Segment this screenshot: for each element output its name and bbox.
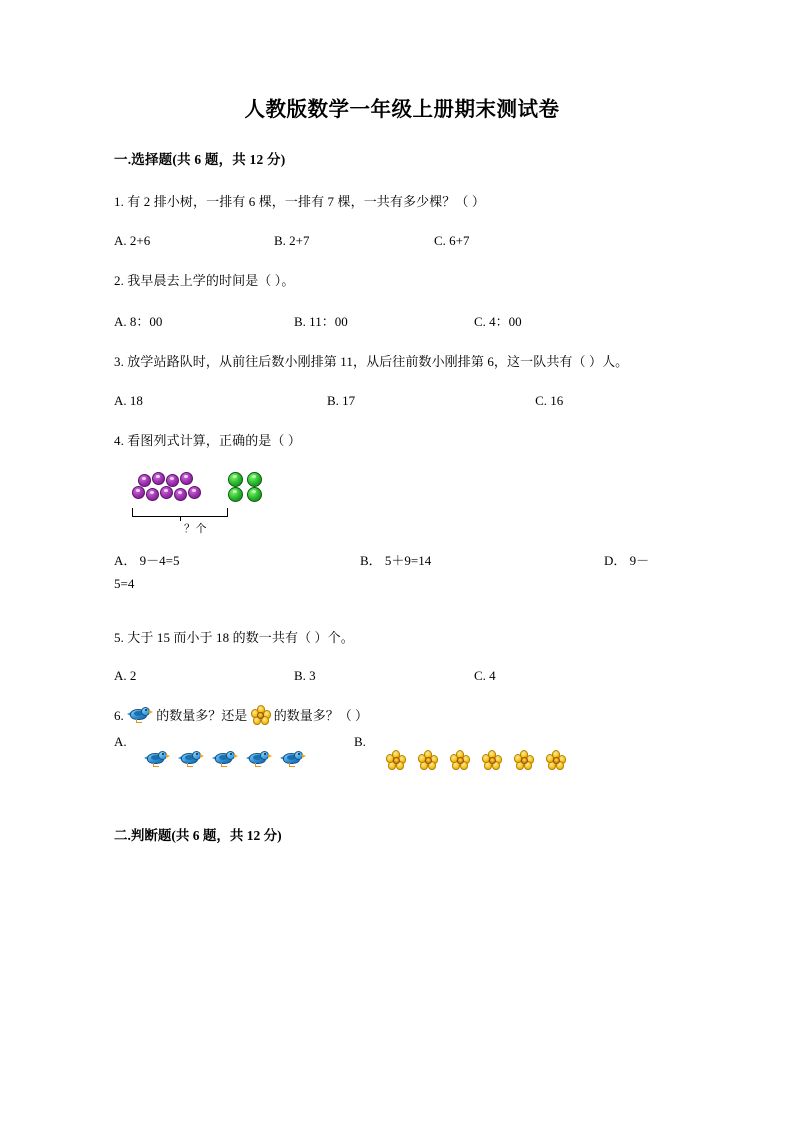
flower-icon — [482, 750, 502, 770]
question-4-options — [114, 550, 690, 570]
question-6-number: 6. — [114, 708, 124, 724]
option-4-d[interactable]: D． 9－ — [604, 552, 650, 568]
melon-icon — [228, 472, 243, 487]
question-1-options — [114, 233, 690, 249]
question-2-options — [114, 311, 690, 330]
option-2-a[interactable]: A. 8：00 — [114, 314, 163, 330]
question-6-text-after: 的数量多？（ ） — [273, 708, 369, 724]
question-4-text: 4. 看图列式计算，正确的是（ ） — [114, 433, 301, 449]
grape-icon — [160, 486, 173, 499]
grape-icon — [132, 486, 145, 499]
question-6-text-middle: 的数量多？还是 — [156, 708, 248, 724]
option-5-a[interactable]: A. 2 — [114, 668, 137, 684]
bird-icon — [178, 750, 204, 768]
melon-icon — [247, 472, 262, 487]
brace-tick — [180, 516, 181, 521]
option-4-b[interactable]: B． 5＋9=14 — [360, 552, 432, 568]
option-4-d-continuation: 5=4 — [114, 575, 135, 591]
brace-label: ？个 — [184, 522, 207, 535]
option-3-a[interactable]: A. 18 — [114, 393, 143, 409]
page-title: 人教版数学一年级上册期末测试卷 — [244, 99, 560, 121]
grape-icon — [146, 488, 159, 501]
bird-icon — [144, 750, 170, 768]
section-heading-choice: 一.选择题(共 6 题，共 12 分) — [114, 152, 286, 167]
fruit-count-figure — [114, 472, 690, 540]
grape-icon — [138, 474, 151, 487]
section-heading-truefalse: 二.判断题(共 6 题，共 12 分) — [114, 828, 282, 844]
question-5-options — [114, 668, 690, 684]
question-6-options — [114, 734, 690, 780]
flower-icon — [514, 750, 534, 770]
flower-icon — [418, 750, 438, 770]
question-1-text: 1. 有 2 排小树，一排有 6 棵，一排有 7 棵，一共有多少棵？（ ） — [114, 194, 485, 209]
option-5-b[interactable]: B. 3 — [294, 668, 316, 684]
bird-icon — [246, 750, 272, 768]
option-1-c[interactable]: C. 6+7 — [434, 232, 470, 248]
option-5-c[interactable]: C. 4 — [474, 668, 496, 684]
question-3-text: 3. 放学站路队时，从前往后数小刚排第 11，从后往前数小刚排第 6，这一队共有（ ）人。 — [114, 354, 629, 370]
bird-icon — [280, 750, 306, 768]
flower-icon — [450, 750, 470, 770]
flower-icon — [386, 750, 406, 770]
option-1-b[interactable]: B. 2+7 — [274, 232, 310, 248]
brace-bracket — [132, 508, 228, 517]
question-2-text: 2. 我早晨去上学的时间是（ ）。 — [114, 272, 295, 288]
page-content — [114, 92, 690, 844]
question-6-text — [114, 704, 690, 728]
option-3-c[interactable]: C. 16 — [535, 393, 564, 409]
flower-icon — [546, 750, 566, 770]
melon-icon — [228, 487, 243, 502]
option-2-b[interactable]: B. 11：00 — [294, 314, 348, 330]
option-2-c[interactable]: C. 4：00 — [474, 314, 522, 330]
option-6-a[interactable]: A. — [114, 734, 127, 750]
grape-icon — [174, 488, 187, 501]
option-4-a[interactable]: A． 9－4=5 — [114, 552, 180, 568]
bird-icon — [127, 706, 153, 724]
grape-icon — [180, 472, 193, 485]
grape-icon — [152, 472, 165, 485]
question-5-text: 5. 大于 15 而小于 18 的数一共有（ ）个。 — [114, 629, 354, 645]
grape-icon — [188, 486, 201, 499]
grape-icon — [166, 474, 179, 487]
option-3-b[interactable]: B. 17 — [326, 393, 356, 409]
option-1-a[interactable]: A. 2+6 — [114, 232, 151, 248]
option-6-b[interactable]: B. — [354, 734, 366, 750]
flower-icon — [251, 705, 271, 725]
melon-icon — [247, 487, 262, 502]
bird-icon — [212, 750, 238, 768]
question-3-options — [114, 393, 690, 409]
